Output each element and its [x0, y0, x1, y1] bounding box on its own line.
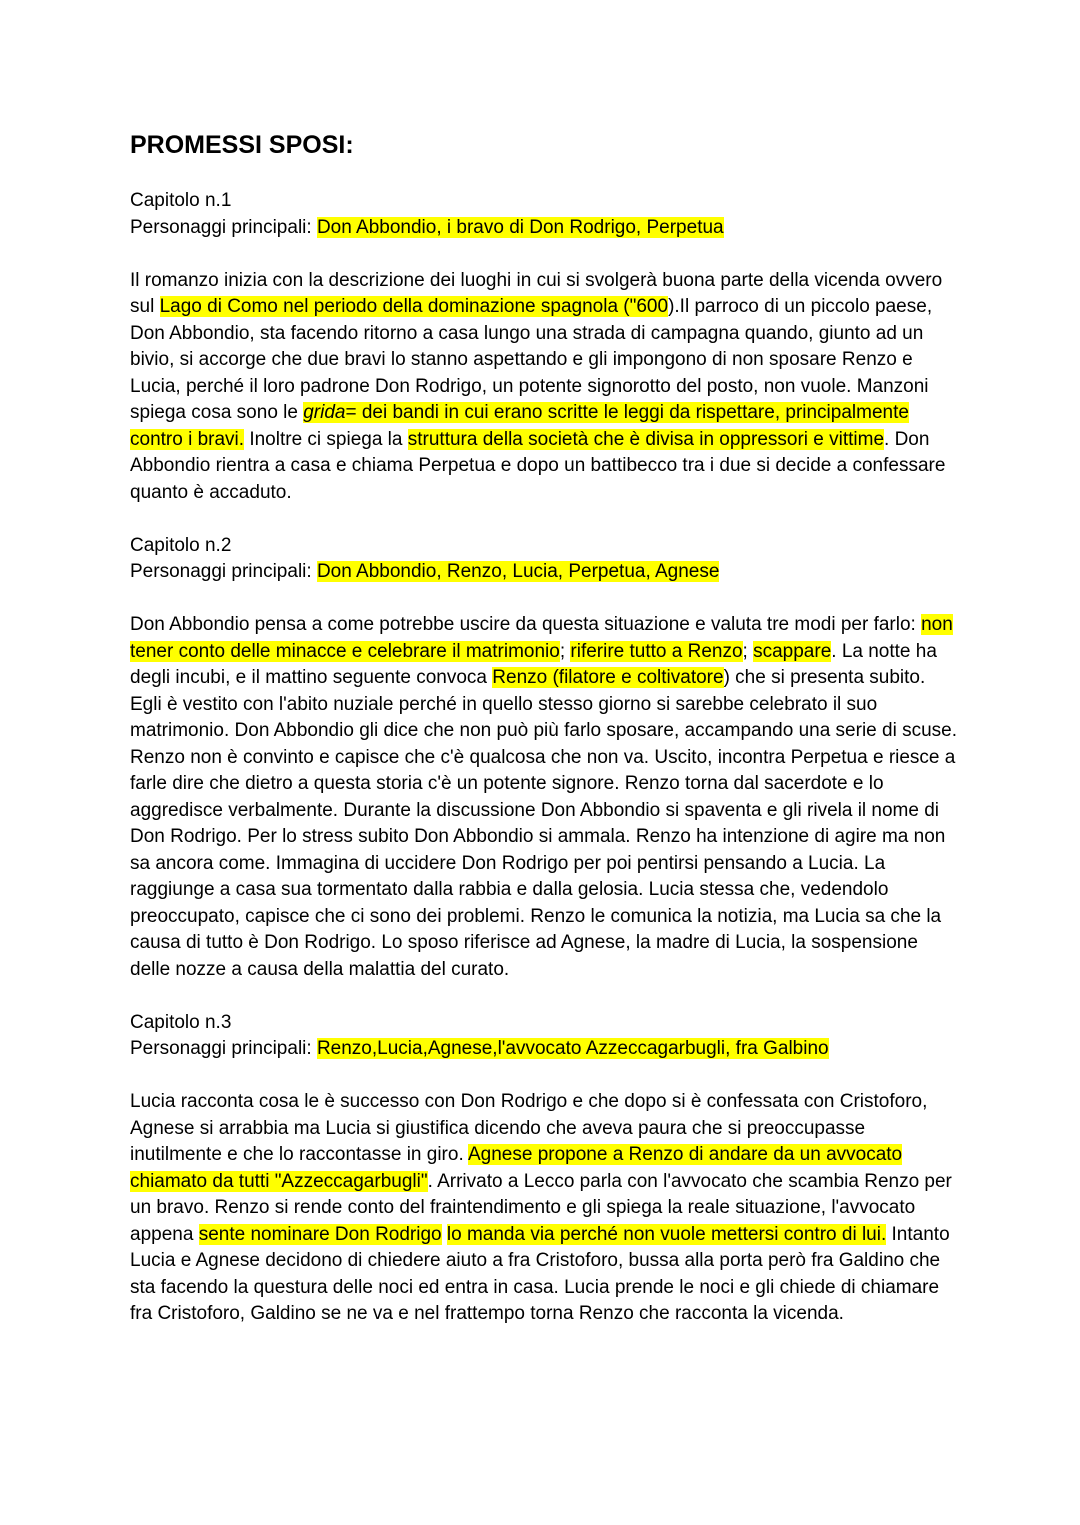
- chapter-summary: [130, 612, 960, 983]
- highlighted-text: struttura della società che è divisa in oppressori e vittime: [407, 428, 885, 450]
- chapter-summary: [130, 268, 960, 507]
- text-span: ;: [559, 640, 571, 662]
- highlighted-italic-term: grida: [303, 402, 346, 423]
- characters-list: Don Abbondio, i bravo di Don Rodrigo, Perpetua: [316, 216, 724, 238]
- characters-list: Renzo,Lucia,Agnese,l'avvocato Azzeccagarbugli, fra Galbino: [316, 1038, 829, 1059]
- chapter-heading: [130, 1010, 960, 1063]
- text-span: ).Il parroco di un piccolo paese, Don Abbondio, sta facendo ritorno a casa lungo una strada di campagna quando, giunto ad un bivio, si accorge che due bravi lo stanno aspettando e gli impongono di non sposare Renzo e Lucia, perché il loro padrone Don Rodrigo, un potente signorotto del posto, non vuole. Manzoni spiega cosa sono le: [130, 296, 933, 423]
- text-span: . La notte ha degli incubi, e il mattino seguente convoca: [130, 640, 937, 688]
- text-span: . Don Abbondio rientra a casa e chiama Perpetua e dopo un battibecco tra i due si decide a confessare quanto è accaduto.: [130, 428, 946, 503]
- highlighted-text: Lago di Como nel periodo della dominazione spagnola ("600: [159, 296, 669, 317]
- chapter-heading: [130, 533, 960, 586]
- chapter-title: Capitolo n.2: [130, 534, 232, 556]
- highlighted-text: sente nominare Don Rodrigo: [198, 1223, 442, 1245]
- characters-label: Personaggi principali:: [130, 1038, 317, 1059]
- chapter-summary: [130, 1089, 960, 1328]
- highlighted-text: lo manda via perché non vuole mettersi contro di lui.: [446, 1223, 887, 1245]
- highlighted-text: non tener conto delle minacce e celebrare il matrimonio: [130, 614, 953, 662]
- characters-label: Personaggi principali:: [130, 216, 317, 238]
- highlighted-text: = dei bandi in cui erano scritte le leggi da rispettare, principalmente contro i bravi.: [130, 402, 909, 450]
- chapter-3: [130, 1010, 960, 1328]
- chapter-title: Capitolo n.1: [130, 190, 232, 211]
- text-span: Don Abbondio pensa a come potrebbe uscire da questa situazione e valuta tre modi per farlo:: [130, 614, 922, 635]
- highlighted-text: scappare: [753, 640, 832, 662]
- chapter-heading: [130, 188, 960, 241]
- highlighted-text: Agnese propone a Renzo di andare da un avvocato chiamato da tutti "Azzeccagarbugli": [130, 1144, 903, 1192]
- text-span: ) che si presenta subito. Egli è vestito con l'abito nuziale perché in quello stesso giorno si sarebbe celebrato il suo matrimonio. Don Abbondio gli dice che non può più farlo sposare, accampando una serie di scuse. Renzo non è convinto e capisce che c'è qualcosa che non va. Uscito, incontra Perpetua e riesce a farle dire che dietro a questa storia c'è un potente signore. Renzo torna dal sacerdote e lo aggredisce verbalmente. Durante la discussione Don Abbondio si spaventa e gli rivela il nome di Don Rodrigo. Per lo stress subito Don Abbondio si ammala. Renzo ha intenzione di agire ma non sa ancora come. Immagina di uccidere Don Rodrigo per poi pentirsi pensando a Lucia. La raggiunge a casa sua tormentato dalla rabbia e dalla gelosia. Lucia stessa che, vedendolo preoccupato, capisce che ci sono dei problemi. Renzo le comunica la notizia, ma Lucia sa che la causa di tutto è Don Rodrigo. Lo sposo riferisce ad Agnese, la madre di Lucia, la sospensione delle nozze a causa della malattia del curato.: [130, 667, 958, 980]
- chapter-1: [130, 188, 960, 506]
- characters-list: Don Abbondio, Renzo, Lucia, Perpetua, Agnese: [316, 561, 720, 582]
- document-title: PROMESSI SPOSI:: [130, 131, 354, 159]
- text-span: . Arrivato a Lecco parla con l'avvocato che scambia Renzo per un bravo. Renzo si rende conto del fraintendimento e gli spiega la reale situazione, l'avvocato appena: [130, 1170, 952, 1245]
- text-span: ;: [742, 640, 754, 662]
- text-span: Il romanzo inizia con la descrizione dei luoghi in cui si svolgerà buona parte della vicenda ovvero sul: [130, 269, 943, 317]
- chapter-2: [130, 533, 960, 984]
- text-span: Intanto Lucia e Agnese decidono di chiedere aiuto a fra Cristoforo, bussa alla porta però fra Galdino che sta facendo la questura delle noci ed entra in casa. Lucia prende le noci e gli chiede di chiamare fra Cristoforo, Galdino se ne va e nel frattempo torna Renzo che racconta la vicenda.: [130, 1223, 950, 1324]
- chapter-title: Capitolo n.3: [130, 1011, 232, 1033]
- text-span: Inoltre ci spiega la: [244, 428, 408, 450]
- characters-label: Personaggi principali:: [130, 561, 317, 582]
- highlighted-text: riferire tutto a Renzo: [570, 640, 743, 662]
- text-span: Lucia racconta cosa le è successo con Don Rodrigo e che dopo si è confessata con Cristoforo, Agnese si arrabbia ma Lucia si giustifica dicendo che aveva paura che si preoccupasse inutilmente e che lo raccontasse in giro.: [130, 1091, 928, 1165]
- highlighted-text: Renzo (filatore e coltivatore: [492, 667, 724, 688]
